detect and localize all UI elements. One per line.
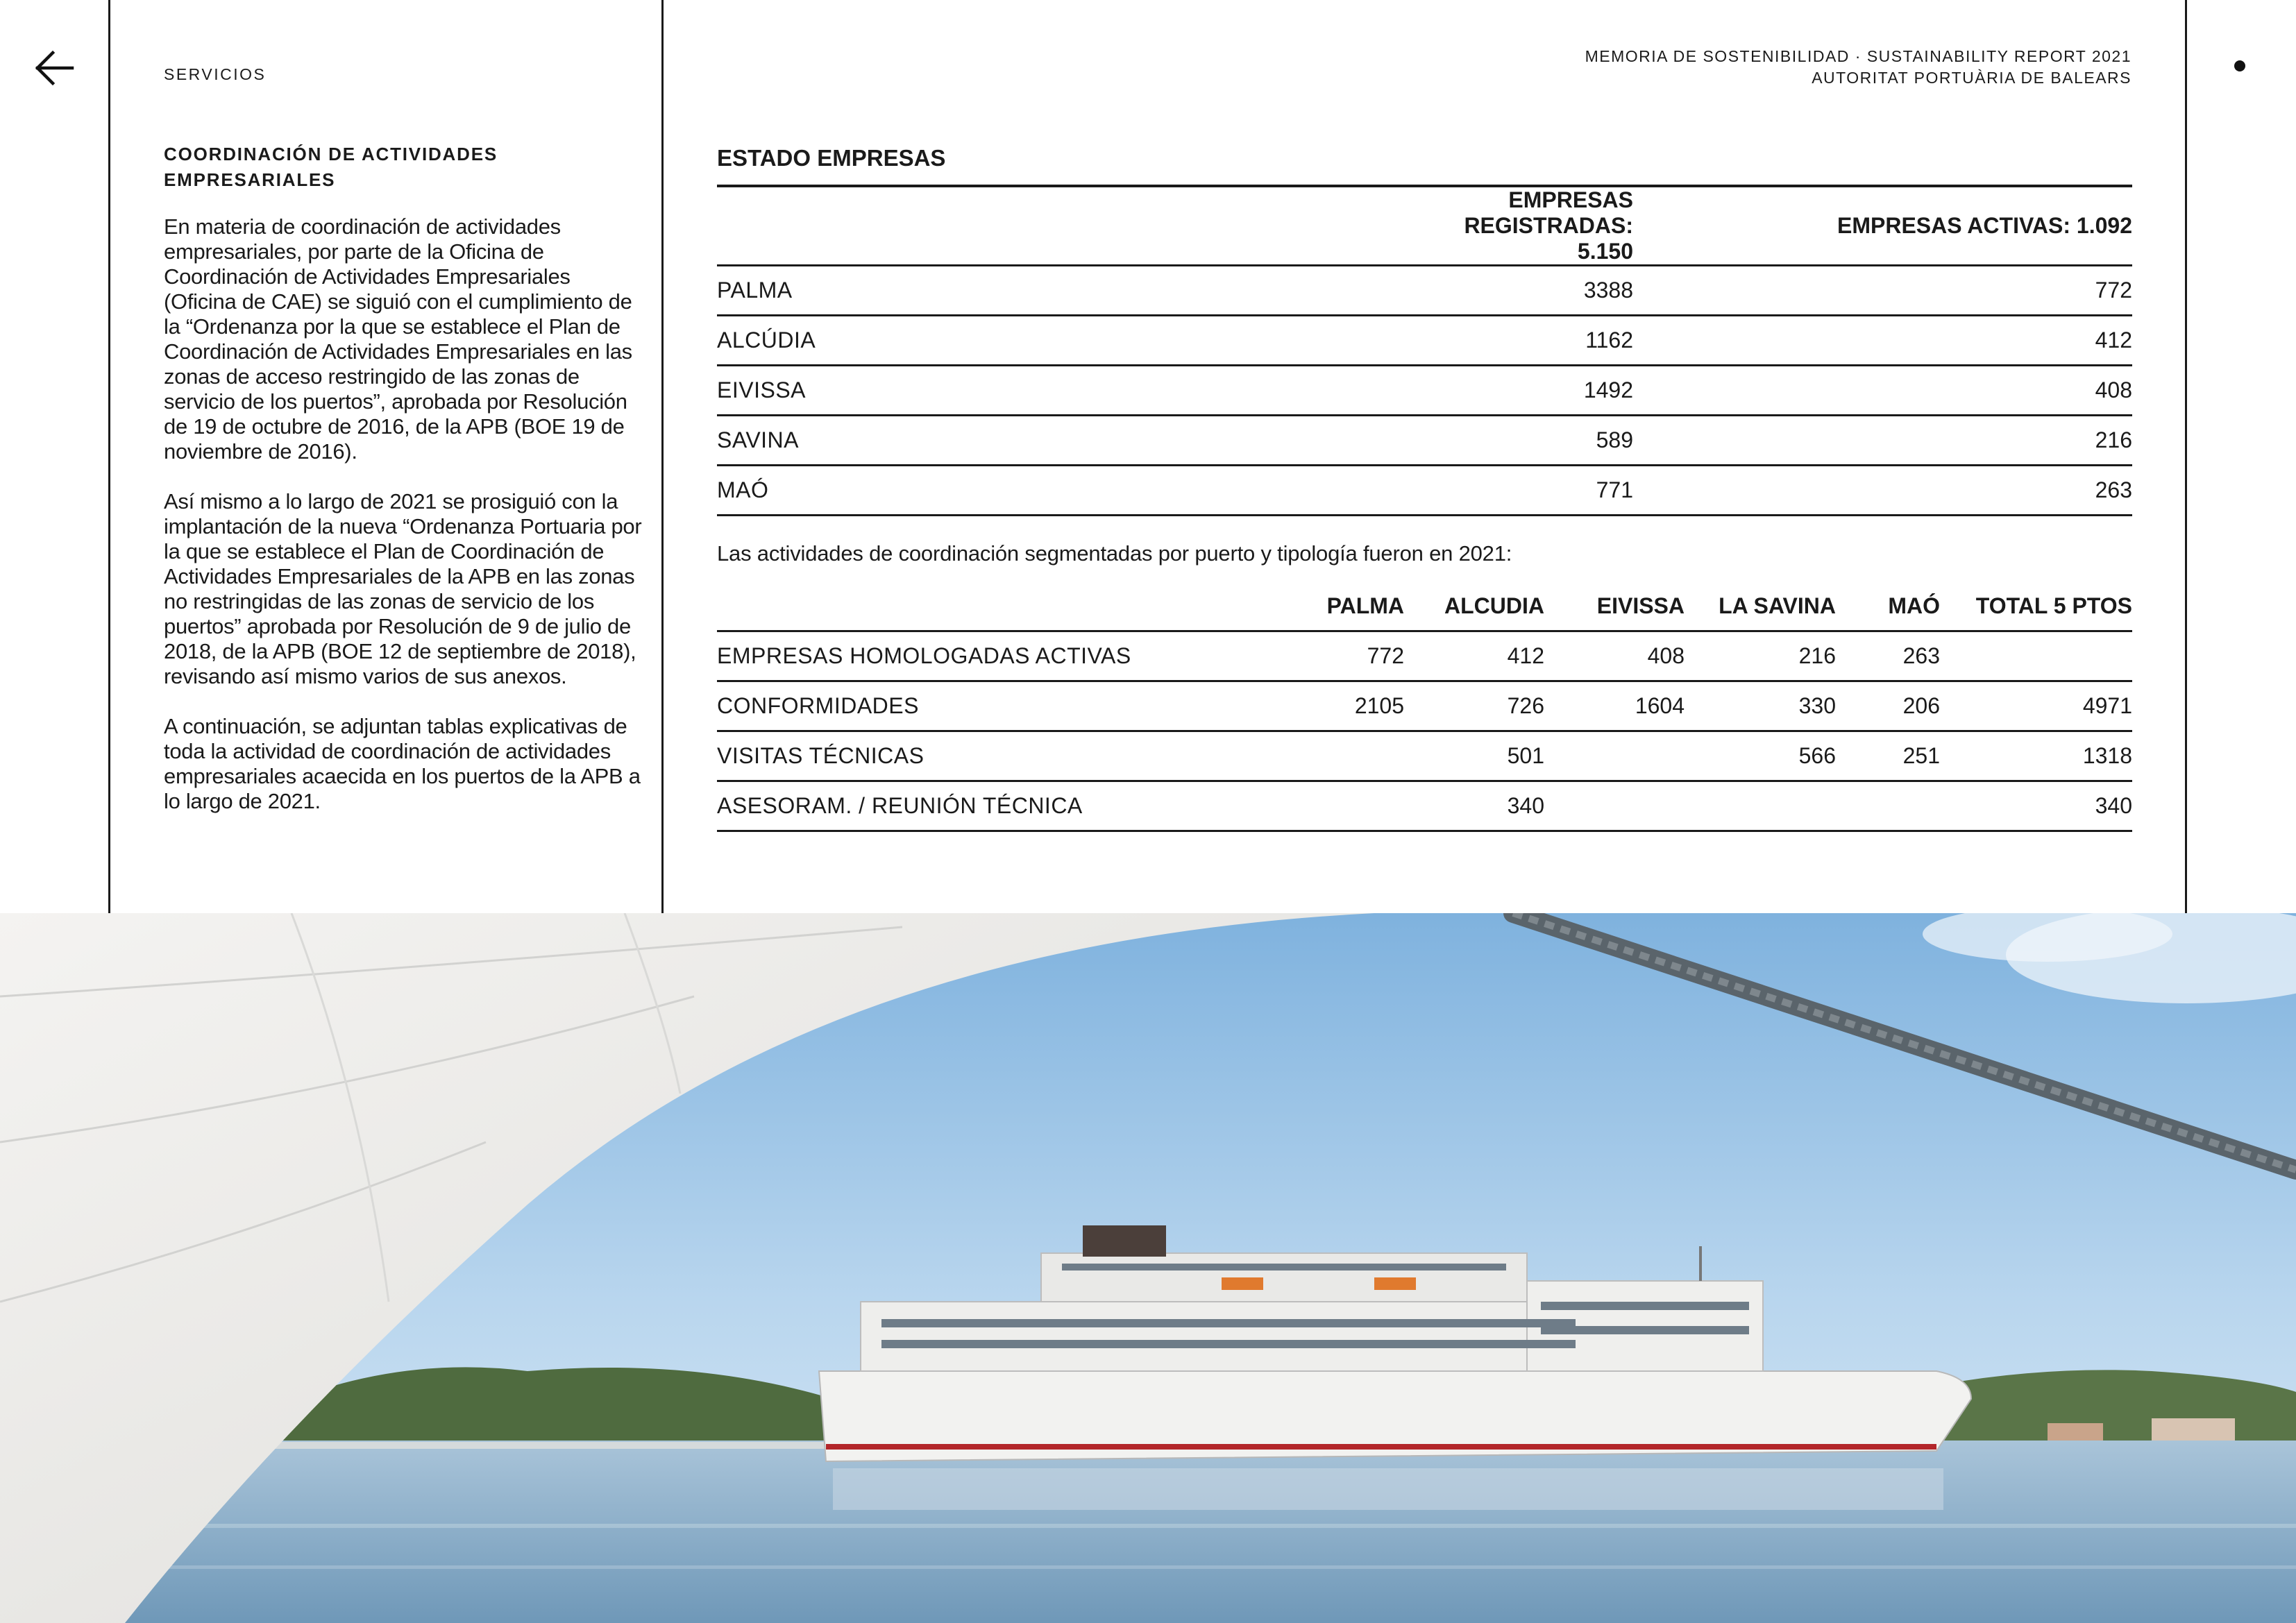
port-name: EIVISSA bbox=[717, 366, 1411, 416]
report-title: MEMORIA DE SOSTENIBILIDAD · SUSTAINABILITY REPORT 2021 bbox=[1585, 47, 2132, 65]
table-row bbox=[717, 266, 2132, 316]
cell-value: 772 bbox=[1279, 631, 1404, 681]
cell-value bbox=[1279, 781, 1404, 831]
table-row bbox=[717, 416, 2132, 466]
row-label: EMPRESAS HOMOLOGADAS ACTIVAS bbox=[717, 631, 1279, 681]
paragraph: Así mismo a lo largo de 2021 se prosiguió con la implantación de la nueva “Ordenanza Portuaria por la que se establece el Plan de Coordinación de Actividades Empresariales de la APB en las zonas no restringidas de las zonas de servicio de los puertos” aprobada por Resolución de 9 de julio de 2018, de la APB (BOE 12 de septiembre de 2018), revisando así mismo varios de sus anexos. bbox=[164, 489, 642, 688]
cell-value: 501 bbox=[1404, 731, 1544, 781]
ferry-photo-illustration bbox=[0, 913, 2296, 1623]
header-la-savina: LA SAVINA bbox=[1685, 582, 1836, 631]
active-value: 412 bbox=[1633, 316, 2132, 366]
sidebar-heading-line: EMPRESARIALES bbox=[164, 169, 336, 190]
active-value: 772 bbox=[1633, 266, 2132, 316]
header-alcudia: ALCUDIA bbox=[1404, 582, 1544, 631]
port-name: SAVINA bbox=[717, 416, 1411, 466]
port-name: MAÓ bbox=[717, 466, 1411, 516]
table-row bbox=[717, 631, 2132, 681]
table-header-empty bbox=[717, 187, 1411, 266]
cell-value: 412 bbox=[1404, 631, 1544, 681]
cell-value: 2105 bbox=[1279, 681, 1404, 731]
header-active: EMPRESAS ACTIVAS: 1.092 bbox=[1633, 187, 2132, 266]
cell-value: 330 bbox=[1685, 681, 1836, 731]
table-row bbox=[717, 681, 2132, 731]
table-header-row bbox=[717, 582, 2132, 631]
header-eivissa: EIVISSA bbox=[1544, 582, 1685, 631]
cell-value: 251 bbox=[1836, 731, 1940, 781]
cell-value bbox=[1279, 731, 1404, 781]
cell-value bbox=[1685, 781, 1836, 831]
section-label: SERVICIOS bbox=[164, 65, 267, 83]
header-total: TOTAL 5 PTOS bbox=[1940, 582, 2132, 631]
cell-value: 206 bbox=[1836, 681, 1940, 731]
row-label: CONFORMIDADES bbox=[717, 681, 1279, 731]
table-row bbox=[717, 781, 2132, 831]
port-name: ALCÚDIA bbox=[717, 316, 1411, 366]
header-palma: PALMA bbox=[1279, 582, 1404, 631]
sidebar-body bbox=[164, 214, 646, 839]
paragraph: En materia de coordinación de actividades empresariales, por parte de la Oficina de Coordinación de Actividades Empresariales (Oficina de CAE) se siguió con el cumplimiento de la “Ordenanza por la que se establece el Plan de Coordinación de Actividades Empresariales en las zonas de acceso restringido de las zonas de servicio de los puertos”, aprobada por Resolución de 19 de octubre de 2016, de la APB (BOE 19 de noviembre de 2016). bbox=[164, 214, 632, 464]
table-header-empty bbox=[717, 582, 1279, 631]
prev-page-button[interactable] bbox=[33, 47, 75, 89]
cell-value: 408 bbox=[1544, 631, 1685, 681]
cell-value: 340 bbox=[1404, 781, 1544, 831]
cell-value bbox=[1544, 781, 1685, 831]
ferry-photo bbox=[0, 913, 2296, 1623]
row-label: VISITAS TÉCNICAS bbox=[717, 731, 1279, 781]
cell-value: 340 bbox=[1940, 781, 2132, 831]
header-registered: EMPRESAS REGISTRADAS: 5.150 bbox=[1411, 187, 1633, 266]
registered-value: 771 bbox=[1411, 466, 1633, 516]
cell-value: 4971 bbox=[1940, 681, 2132, 731]
sidebar-heading-line: COORDINACIÓN DE ACTIVIDADES bbox=[164, 144, 498, 164]
header-mao: MAÓ bbox=[1836, 582, 1940, 631]
cell-value bbox=[1940, 631, 2132, 681]
report-header bbox=[1585, 46, 2132, 89]
registered-value: 1162 bbox=[1411, 316, 1633, 366]
table-row bbox=[717, 366, 2132, 416]
cell-value: 1604 bbox=[1544, 681, 1685, 731]
actividades-caption: Las actividades de coordinación segmentadas por puerto y tipología fueron en 2021: bbox=[717, 541, 1512, 566]
cell-value: 566 bbox=[1685, 731, 1836, 781]
actividades-table bbox=[717, 582, 2132, 832]
registered-value: 3388 bbox=[1411, 266, 1633, 316]
table-row bbox=[717, 731, 2132, 781]
estado-empresas-title: ESTADO EMPRESAS bbox=[717, 145, 946, 171]
divider-right bbox=[2185, 0, 2187, 913]
sidebar-heading bbox=[164, 142, 664, 193]
active-value: 263 bbox=[1633, 466, 2132, 516]
arrow-left-icon bbox=[33, 47, 75, 89]
active-value: 408 bbox=[1633, 366, 2132, 416]
registered-value: 1492 bbox=[1411, 366, 1633, 416]
cell-value: 216 bbox=[1685, 631, 1836, 681]
divider-left bbox=[108, 0, 110, 913]
cell-value bbox=[1836, 781, 1940, 831]
registered-value: 589 bbox=[1411, 416, 1633, 466]
paragraph: A continuación, se adjuntan tablas explicativas de toda la actividad de coordinación de actividades empresariales acaecida en los puertos de la APB a lo largo de 2021. bbox=[164, 714, 641, 813]
port-name: PALMA bbox=[717, 266, 1411, 316]
active-value: 216 bbox=[1633, 416, 2132, 466]
cell-value: 1318 bbox=[1940, 731, 2132, 781]
table-header-row bbox=[717, 187, 2132, 266]
table-row bbox=[717, 466, 2132, 516]
cell-value: 263 bbox=[1836, 631, 1940, 681]
page-dot-icon bbox=[2234, 60, 2245, 71]
cell-value: 726 bbox=[1404, 681, 1544, 731]
organization-name: AUTORITAT PORTUÀRIA DE BALEARS bbox=[1812, 69, 2132, 87]
estado-empresas-table bbox=[717, 187, 2132, 516]
row-label: ASESORAM. / REUNIÓN TÉCNICA bbox=[717, 781, 1279, 831]
table-row bbox=[717, 316, 2132, 366]
cell-value bbox=[1544, 731, 1685, 781]
divider-middle bbox=[661, 0, 664, 913]
